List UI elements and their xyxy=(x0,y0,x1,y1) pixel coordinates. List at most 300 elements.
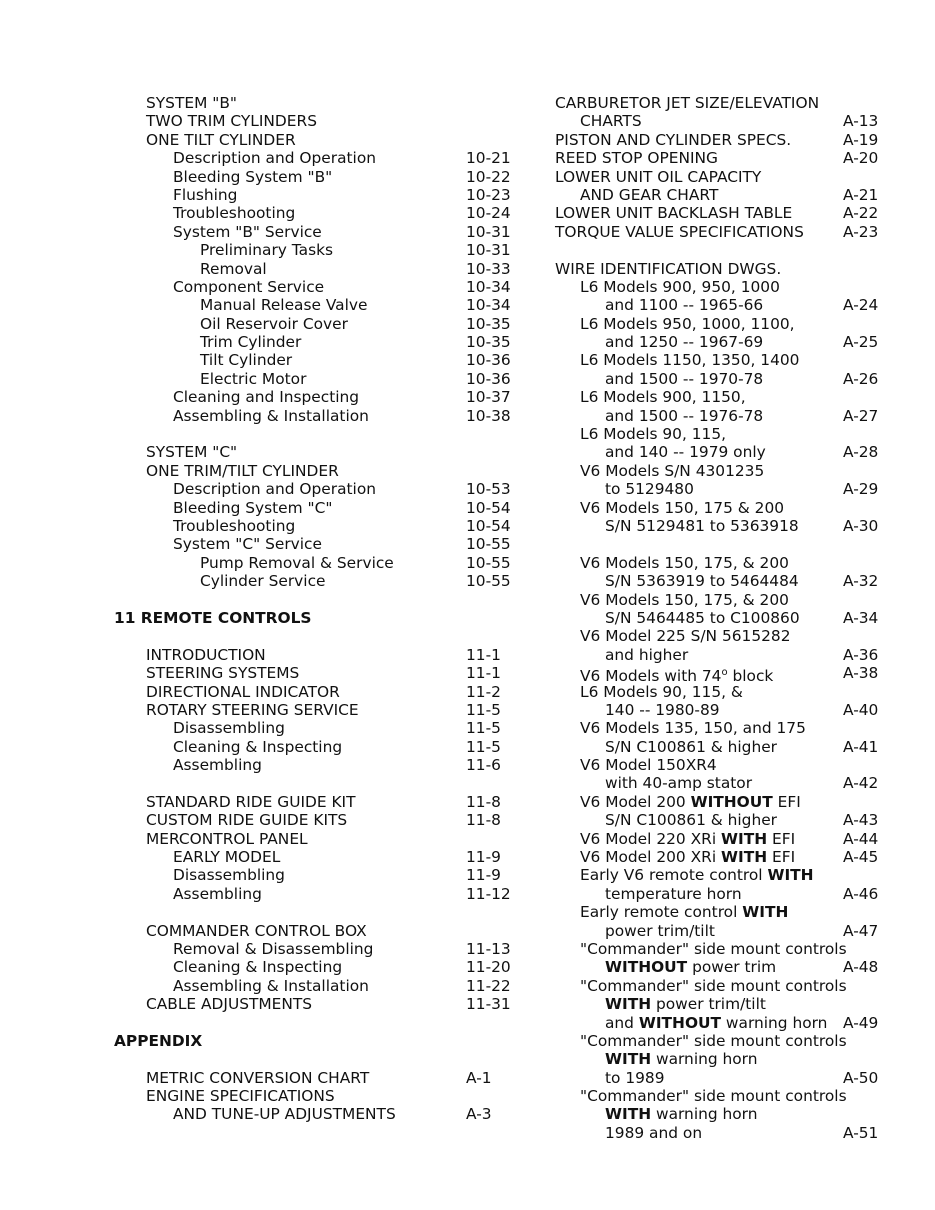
entry-page: 11-1 xyxy=(466,664,501,683)
entry-title: STANDARD RIDE GUIDE KIT xyxy=(146,792,356,811)
toc-entry xyxy=(146,1068,492,1087)
entry-page: 11-5 xyxy=(466,719,501,738)
spacer xyxy=(146,1014,486,1032)
toc-entry xyxy=(555,866,895,884)
entry-page: 11-2 xyxy=(466,682,501,701)
emphasis: WITH xyxy=(742,903,789,922)
entry-title: Removal & Disassembling xyxy=(173,939,374,958)
entry-title: S/N C100861 & higher xyxy=(605,737,777,756)
spacer xyxy=(146,627,486,645)
entry-page: A-13 xyxy=(843,112,879,131)
entry-title: and 1250 -- 1967-69 xyxy=(605,333,764,352)
section-title: APPENDIX xyxy=(114,1031,203,1050)
entry-title: TORQUE VALUE SPECIFICATIONS xyxy=(555,222,804,241)
entry-title: ONE TILT CYLINDER xyxy=(146,130,296,149)
entry-title: V6 Models with 74$^o$ block xyxy=(580,667,774,686)
emphasis: WITHOUT xyxy=(605,958,688,977)
entry-page: 11-1 xyxy=(466,645,501,664)
entry-title: SYSTEM "C" xyxy=(146,443,238,462)
toc-entry xyxy=(146,462,486,480)
entry-page: 11-9 xyxy=(466,848,501,867)
toc-entry xyxy=(555,995,895,1013)
toc-entry xyxy=(146,535,511,554)
toc-entry xyxy=(146,406,511,425)
entry-title: Early V6 remote control WITH xyxy=(580,866,814,885)
entry-page: A-45 xyxy=(843,848,879,867)
spacer xyxy=(146,1050,486,1068)
toc-entry xyxy=(555,94,895,112)
entry-title: L6 Models 90, 115, xyxy=(580,425,727,444)
toc-entry xyxy=(146,149,511,168)
entry-title: INTRODUCTION xyxy=(146,645,266,664)
toc-entry xyxy=(555,278,895,296)
entry-title: Description and Operation xyxy=(173,480,376,499)
toc-entry xyxy=(146,792,501,811)
entry-title: V6 Model 220 XRi WITH EFI xyxy=(580,829,796,848)
entry-title: V6 Models 135, 150, and 175 xyxy=(580,719,806,738)
toc-entry xyxy=(555,425,895,443)
toc-entry xyxy=(146,553,511,572)
entry-title: L6 Models 900, 950, 1000 xyxy=(580,277,780,296)
degree-mark: o xyxy=(721,667,728,679)
toc-entry xyxy=(555,1105,895,1123)
entry-title: Troubleshooting xyxy=(173,204,296,223)
entry-page: A-46 xyxy=(843,884,879,903)
toc-entry xyxy=(146,369,511,388)
entry-page: A-30 xyxy=(843,516,879,535)
entry-title: CARBURETOR JET SIZE/ELEVATION xyxy=(555,94,820,112)
toc-entry xyxy=(146,112,486,130)
toc-entry xyxy=(146,848,501,867)
entry-page: A-1 xyxy=(466,1068,492,1087)
entry-title: ENGINE SPECIFICATIONS xyxy=(146,1087,335,1106)
section-number: 11 xyxy=(114,608,141,627)
toc-entry xyxy=(555,664,895,686)
entry-title: and higher xyxy=(605,645,689,664)
toc-entry xyxy=(146,480,511,499)
entry-page: 10-55 xyxy=(466,535,511,554)
entry-page: 10-34 xyxy=(466,277,511,296)
entry-title: LOWER UNIT OIL CAPACITY xyxy=(555,167,762,186)
entry-title: Pump Removal & Service xyxy=(200,553,394,572)
toc-entry xyxy=(555,333,895,351)
entry-page: A-19 xyxy=(843,130,879,149)
emphasis: WITH xyxy=(721,848,768,867)
entry-title: Description and Operation xyxy=(173,149,376,168)
entry-page: 10-54 xyxy=(466,516,511,535)
toc-entry xyxy=(555,922,895,940)
entry-title: PISTON AND CYLINDER SPECS. xyxy=(555,130,792,149)
toc-entry xyxy=(555,1124,895,1142)
spacer xyxy=(146,591,486,609)
entry-title: V6 Model 225 S/N 5615282 xyxy=(580,627,791,646)
entry-title: V6 Model 200 WITHOUT EFI xyxy=(580,792,801,811)
entry-page: A-40 xyxy=(843,700,879,719)
entry-page: 11-8 xyxy=(466,792,501,811)
spacer xyxy=(555,535,895,553)
entry-page: 11-9 xyxy=(466,866,501,885)
toc-entry xyxy=(555,774,895,792)
entry-page: A-24 xyxy=(843,296,879,315)
toc-entry xyxy=(146,958,511,977)
entry-title: System "C" Service xyxy=(173,535,322,554)
toc-entry xyxy=(555,719,895,737)
entry-page: A-29 xyxy=(843,480,879,499)
toc-entry xyxy=(146,830,486,848)
toc-entry xyxy=(146,884,511,903)
entry-title: Troubleshooting xyxy=(173,516,296,535)
entry-page: A-26 xyxy=(843,369,879,388)
toc-entry xyxy=(555,848,895,866)
entry-title: with 40-amp stator xyxy=(605,774,753,793)
toc-entry xyxy=(555,885,895,903)
toc-entry xyxy=(146,388,511,407)
toc-entry xyxy=(555,315,895,333)
toc-entry xyxy=(555,517,895,535)
toc-entry xyxy=(146,314,511,333)
entry-page: 10-36 xyxy=(466,369,511,388)
toc-entry xyxy=(146,866,501,885)
toc-entry xyxy=(555,738,895,756)
toc-entry xyxy=(555,443,895,461)
toc-entry xyxy=(555,958,895,976)
entry-title: COMMANDER CONTROL BOX xyxy=(146,921,367,940)
toc-entry xyxy=(146,939,511,958)
toc-entry xyxy=(555,1087,895,1105)
spacer xyxy=(146,425,486,443)
toc-entry xyxy=(146,296,511,315)
entry-page: 10-54 xyxy=(466,498,511,517)
entry-title: METRIC CONVERSION CHART xyxy=(146,1068,370,1087)
entry-title: Trim Cylinder xyxy=(200,333,302,352)
entry-title: Disassembling xyxy=(173,719,285,738)
entry-page: A-28 xyxy=(843,443,879,462)
toc-entry xyxy=(146,811,501,830)
toc-entry xyxy=(146,94,486,112)
entry-page: 10-22 xyxy=(466,167,511,186)
entry-title: Cleaning and Inspecting xyxy=(173,388,360,407)
toc-entry xyxy=(555,370,895,388)
entry-title: Preliminary Tasks xyxy=(200,241,334,260)
toc-entry xyxy=(146,700,501,719)
toc-entry xyxy=(146,995,511,1014)
entry-title: power trim/tilt xyxy=(605,921,715,940)
entry-title: Flushing xyxy=(173,185,238,204)
entry-title: V6 Models 150, 175 & 200 xyxy=(580,498,785,517)
emphasis: WITH xyxy=(605,1050,652,1069)
toc-entry xyxy=(555,1032,895,1050)
entry-page: 10-53 xyxy=(466,480,511,499)
entry-page: A-36 xyxy=(843,645,879,664)
toc-entry xyxy=(146,277,511,296)
toc-entry xyxy=(555,407,895,425)
entry-title: Cleaning & Inspecting xyxy=(173,958,343,977)
entry-title: V6 Models 150, 175, & 200 xyxy=(580,553,789,572)
entry-page: A-41 xyxy=(843,737,879,756)
entry-page: A-50 xyxy=(843,1068,879,1087)
entry-page: 11-22 xyxy=(466,976,511,995)
entry-title: WITH warning horn xyxy=(605,1105,758,1124)
entry-page: 10-23 xyxy=(466,185,511,204)
entry-page: A-20 xyxy=(843,149,879,168)
entry-title: WITHOUT power trim xyxy=(605,958,777,977)
entry-page: A-49 xyxy=(843,1013,879,1032)
entry-title: MERCONTROL PANEL xyxy=(146,829,308,848)
entry-page: 10-55 xyxy=(466,553,511,572)
entry-title: Oil Reservoir Cover xyxy=(200,314,348,333)
entry-title: 1989 and on xyxy=(605,1123,703,1142)
entry-title: V6 Model 200 XRi WITH EFI xyxy=(580,848,796,867)
toc-entry xyxy=(146,222,511,241)
toc-entry xyxy=(146,756,501,775)
entry-page: A-21 xyxy=(843,185,879,204)
entry-title: V6 Model 150XR4 xyxy=(580,756,717,775)
entry-title: and WITHOUT warning horn xyxy=(605,1013,828,1032)
entry-title: and 1500 -- 1970-78 xyxy=(605,369,764,388)
entry-title: S/N 5464485 to C100860 xyxy=(605,608,800,627)
entry-page: 11-12 xyxy=(466,884,511,903)
spacer xyxy=(146,774,486,792)
entry-page: 10-21 xyxy=(466,149,511,168)
emphasis: WITH xyxy=(721,829,768,848)
entry-title: ROTARY STEERING SERVICE xyxy=(146,700,359,719)
entry-title: Cylinder Service xyxy=(200,572,326,591)
entry-page: A-47 xyxy=(843,921,879,940)
entry-page: 10-35 xyxy=(466,333,511,352)
entry-page: 10-34 xyxy=(466,296,511,315)
toc-entry xyxy=(555,572,895,590)
entry-title: DIRECTIONAL INDICATOR xyxy=(146,682,340,701)
entry-title: and 1500 -- 1976-78 xyxy=(605,406,764,425)
entry-page: A-38 xyxy=(843,664,879,683)
entry-title: L6 Models 90, 115, & xyxy=(580,682,743,701)
entry-page: 10-31 xyxy=(466,241,511,260)
toc-entry xyxy=(146,645,501,664)
toc-left-column xyxy=(114,94,511,1124)
entry-title: and 1100 -- 1965-66 xyxy=(605,296,764,315)
toc-entry xyxy=(555,149,895,167)
entry-title: Manual Release Valve xyxy=(200,296,368,315)
entry-page: 11-6 xyxy=(466,756,501,775)
entry-title: Assembling xyxy=(173,884,262,903)
toc-entry xyxy=(555,499,895,517)
entry-title: "Commander" side mount controls xyxy=(580,1087,847,1106)
toc-entry xyxy=(146,1105,492,1124)
entry-title: WIRE IDENTIFICATION DWGS. xyxy=(555,259,782,278)
toc-entry xyxy=(555,186,895,204)
toc-entry xyxy=(555,554,895,572)
entry-page: A-44 xyxy=(843,829,879,848)
entry-page: 10-31 xyxy=(466,222,511,241)
toc-entry xyxy=(146,1087,486,1105)
toc-entry xyxy=(555,388,895,406)
entry-page: A-23 xyxy=(843,222,879,241)
entry-page: A-32 xyxy=(843,572,879,591)
entry-page: 10-24 xyxy=(466,204,511,223)
toc-entry xyxy=(555,646,895,664)
entry-page: 10-55 xyxy=(466,572,511,591)
toc-entry xyxy=(555,903,895,921)
toc-entry xyxy=(555,260,895,278)
spacer xyxy=(146,903,486,921)
toc-entry xyxy=(146,719,501,738)
toc-entry xyxy=(555,112,895,130)
entry-title: ONE TRIM/TILT CYLINDER xyxy=(146,461,339,480)
emphasis: WITH xyxy=(605,1105,652,1124)
entry-title: L6 Models 950, 1000, 1100, xyxy=(580,314,795,333)
toc-entry xyxy=(555,940,895,958)
entry-title: and 140 -- 1979 only xyxy=(605,443,766,462)
entry-title: EARLY MODEL xyxy=(173,848,281,867)
entry-title: to 5129480 xyxy=(605,480,694,499)
entry-page: 10-35 xyxy=(466,314,511,333)
toc-entry xyxy=(555,811,895,829)
toc-entry xyxy=(146,204,511,223)
toc-entry xyxy=(146,443,486,461)
entry-title: Assembling xyxy=(173,756,262,775)
entry-title: "Commander" side mount controls xyxy=(580,939,847,958)
entry-title: CHARTS xyxy=(580,112,642,131)
entry-title: Electric Motor xyxy=(200,369,307,388)
entry-page: 11-13 xyxy=(466,939,511,958)
entry-title: S/N C100861 & higher xyxy=(605,811,777,830)
entry-title: CUSTOM RIDE GUIDE KITS xyxy=(146,811,348,830)
toc-entry xyxy=(146,682,501,701)
entry-title: Removal xyxy=(200,259,267,278)
entry-title: WITH warning horn xyxy=(605,1050,758,1069)
entry-title: System "B" Service xyxy=(173,222,322,241)
toc-entry xyxy=(555,1050,895,1068)
toc-entry xyxy=(555,1014,895,1032)
entry-title: S/N 5363919 to 5464484 xyxy=(605,572,799,591)
toc-entry xyxy=(146,131,486,149)
entry-title: "Commander" side mount controls xyxy=(580,976,847,995)
entry-title: TWO TRIM CYLINDERS xyxy=(146,112,317,131)
entry-title: L6 Models 900, 1150, xyxy=(580,388,746,407)
entry-title: to 1989 xyxy=(605,1068,665,1087)
entry-title: Disassembling xyxy=(173,866,285,885)
entry-title: 140 -- 1980-89 xyxy=(605,700,720,719)
entry-page: 11-20 xyxy=(466,958,511,977)
section-heading xyxy=(114,1031,486,1050)
entry-page: A-51 xyxy=(843,1123,879,1142)
toc-entry xyxy=(555,977,895,995)
entry-page: A-25 xyxy=(843,333,879,352)
toc-entry xyxy=(555,204,895,222)
toc-entry xyxy=(146,516,511,535)
entry-title: Assembling & Installation xyxy=(173,976,369,995)
entry-page: 11-5 xyxy=(466,700,501,719)
toc-entry xyxy=(555,701,895,719)
entry-title: AND TUNE-UP ADJUSTMENTS xyxy=(173,1105,396,1124)
toc-entry xyxy=(146,351,511,370)
entry-title: temperature horn xyxy=(605,884,742,903)
entry-title: Bleeding System "B" xyxy=(173,167,333,186)
toc-entry xyxy=(146,167,511,186)
entry-title: STEERING SYSTEMS xyxy=(146,664,300,683)
entry-title: Cleaning & Inspecting xyxy=(173,737,343,756)
toc-entry xyxy=(146,572,511,591)
entry-title: L6 Models 1150, 1350, 1400 xyxy=(580,351,800,370)
emphasis: WITH xyxy=(767,866,814,885)
entry-page: 10-36 xyxy=(466,351,511,370)
entry-page: 11-5 xyxy=(466,737,501,756)
entry-page: 10-37 xyxy=(466,388,511,407)
entry-title: CABLE ADJUSTMENTS xyxy=(146,995,313,1014)
emphasis: WITH xyxy=(605,995,652,1014)
entry-title: AND GEAR CHART xyxy=(580,185,719,204)
toc-right-column xyxy=(555,94,895,1142)
entry-page: A-43 xyxy=(843,811,879,830)
entry-page: 10-38 xyxy=(466,406,511,425)
toc-entry xyxy=(146,185,511,204)
toc-entry xyxy=(146,498,511,517)
entry-title: LOWER UNIT BACKLASH TABLE xyxy=(555,204,793,223)
toc-entry xyxy=(555,830,895,848)
entry-page: A-22 xyxy=(843,204,879,223)
entry-title: Component Service xyxy=(173,277,325,296)
toc-entry xyxy=(555,591,895,609)
entry-page: A-48 xyxy=(843,958,879,977)
entry-title: "Commander" side mount controls xyxy=(580,1031,847,1050)
entry-title: WITH power trim/tilt xyxy=(605,995,766,1014)
spacer xyxy=(555,241,895,259)
entry-title: Bleeding System "C" xyxy=(173,498,333,517)
toc-entry xyxy=(555,296,895,314)
toc-entry xyxy=(555,223,895,241)
section-title: REMOTE CONTROLS xyxy=(140,608,312,627)
entry-title: SYSTEM "B" xyxy=(146,94,237,112)
toc-entry xyxy=(555,480,895,498)
toc-entry xyxy=(146,922,486,940)
toc-entry xyxy=(555,756,895,774)
emphasis: WITHOUT xyxy=(638,1013,722,1032)
entry-title xyxy=(114,609,312,627)
entry-page: A-27 xyxy=(843,406,879,425)
entry-title: Tilt Cylinder xyxy=(200,351,293,370)
toc-entry xyxy=(146,664,501,683)
entry-page: A-3 xyxy=(466,1105,492,1124)
toc-entry xyxy=(146,241,511,260)
entry-page: 10-33 xyxy=(466,259,511,278)
entry-page: 11-31 xyxy=(466,995,511,1014)
toc-entry xyxy=(555,131,895,149)
entry-title: V6 Models S/N 4301235 xyxy=(580,461,765,480)
toc-entry xyxy=(555,351,895,369)
toc-entry xyxy=(555,1069,895,1087)
entry-page: 11-8 xyxy=(466,811,501,830)
toc-entry xyxy=(146,333,511,352)
toc-entry xyxy=(555,683,895,701)
entry-title: Early remote control WITH xyxy=(580,903,789,922)
section-heading xyxy=(114,608,486,627)
entry-page: A-42 xyxy=(843,774,879,793)
entry-title: V6 Models 150, 175, & 200 xyxy=(580,590,789,609)
entry-page: A-34 xyxy=(843,608,879,627)
toc-entry xyxy=(146,976,511,995)
entry-title xyxy=(114,1032,202,1050)
toc-entry xyxy=(555,609,895,627)
toc-entry xyxy=(555,168,895,186)
toc-entry xyxy=(146,259,511,278)
toc-entry xyxy=(555,627,895,645)
toc-entry xyxy=(555,462,895,480)
entry-title: REED STOP OPENING xyxy=(555,149,718,168)
entry-title: Assembling & Installation xyxy=(173,406,369,425)
emphasis: WITHOUT xyxy=(690,792,773,811)
toc-entry xyxy=(146,737,501,756)
entry-title: S/N 5129481 to 5363918 xyxy=(605,516,799,535)
